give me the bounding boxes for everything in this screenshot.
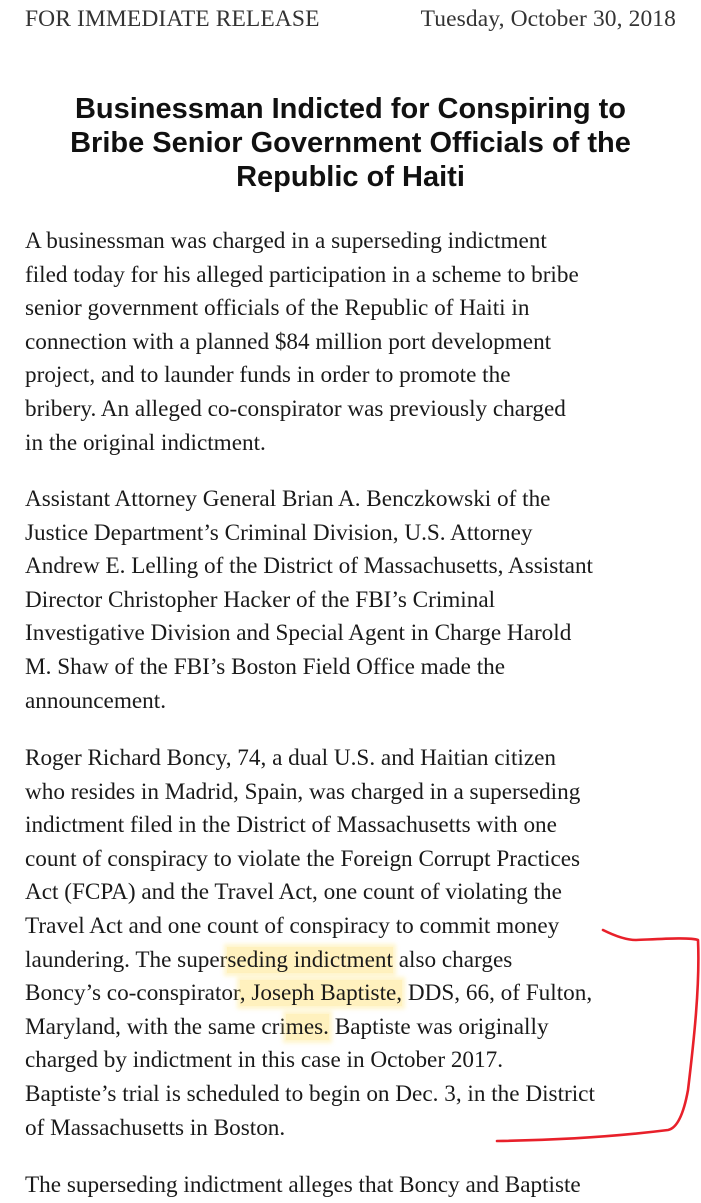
text-line: Assistant Attorney General Brian A. Benczkowski of the <box>25 486 551 512</box>
release-date: Tuesday, October 30, 2018 <box>420 6 676 32</box>
text-line: indictment filed in the District of Massachusetts with one <box>25 812 557 839</box>
text-line: filed today for his alleged participation in a scheme to bribe <box>25 261 579 288</box>
text-line: of Massachusetts in Boston. <box>25 1114 286 1141</box>
text-line: charged by indictment in this case in October 2017. <box>25 1047 504 1074</box>
text-line: bribery. An alleged co-conspirator was previously charged <box>25 395 566 422</box>
highlighted-name: , Joseph Baptiste, <box>239 980 403 1007</box>
text-line <box>25 944 690 978</box>
text-line: The superseding indictment alleges that Boncy and Baptiste <box>25 1172 581 1198</box>
text-line: Andrew E. Lelling of the District of Massachusetts, Assistant <box>25 553 594 580</box>
paragraph-summary <box>25 225 690 460</box>
text-line: Travel Act and one count of conspiracy to commit money <box>25 912 560 939</box>
text-segment: Maryland, with the same cri <box>25 1013 286 1040</box>
text-line: Act (FCPA) and the Travel Act, one count of violating the <box>25 879 562 906</box>
text-line: A businessman was charged in a superseding indictment <box>25 228 547 254</box>
text-line: in the original indictment. <box>25 429 266 456</box>
text-line <box>25 977 690 1011</box>
text-segment: also charges <box>392 946 513 973</box>
text-line: Roger Richard Boncy, 74, a dual U.S. and Haitian citizen <box>25 745 557 771</box>
text-segment: DDS, 66, of Fulton, <box>402 980 593 1007</box>
title-line-3: Republic of Haiti <box>236 161 465 193</box>
text-line: Director Christopher Hacker of the FBI’s Criminal <box>25 586 496 613</box>
text-segment: Boncy’s co-conspirator <box>25 980 240 1007</box>
text-line <box>25 1011 690 1045</box>
press-release-title <box>18 92 683 194</box>
text-line: senior government officials of the Republic of Haiti in <box>25 295 530 322</box>
release-header <box>25 6 676 33</box>
text-line: Justice Department’s Criminal Division, U.S. Attorney <box>25 519 533 546</box>
paragraph-announcement <box>25 483 690 718</box>
paragraph-charges <box>25 742 690 1145</box>
highlighted-text: seding indictment <box>227 946 393 973</box>
text-line: Investigative Division and Special Agent in Charge Harold <box>25 620 572 647</box>
text-line: M. Shaw of the FBI’s Boston Field Office made the <box>25 653 506 680</box>
text-line: announcement. <box>25 687 167 714</box>
highlighted-text: mes. <box>285 1013 329 1040</box>
text-line: project, and to launder funds in order to promote the <box>25 362 511 389</box>
text-segment: Baptiste was originally <box>328 1013 549 1040</box>
title-line-2: Bribe Senior Government Officials of the <box>70 127 631 159</box>
text-segment: laundering. The super <box>25 946 228 973</box>
text-line: who resides in Madrid, Spain, was charged in a superseding <box>25 778 581 805</box>
title-line-1: Businessman Indicted for Conspiring to <box>74 93 627 125</box>
text-line: count of conspiracy to violate the Foreign Corrupt Practices <box>25 845 581 872</box>
release-label: FOR IMMEDIATE RELEASE <box>25 6 320 32</box>
paragraph-allegations <box>25 1169 690 1203</box>
text-line: Baptiste’s trial is scheduled to begin on Dec. 3, in the District <box>25 1080 595 1107</box>
text-line: connection with a planned $84 million port development <box>25 328 552 355</box>
